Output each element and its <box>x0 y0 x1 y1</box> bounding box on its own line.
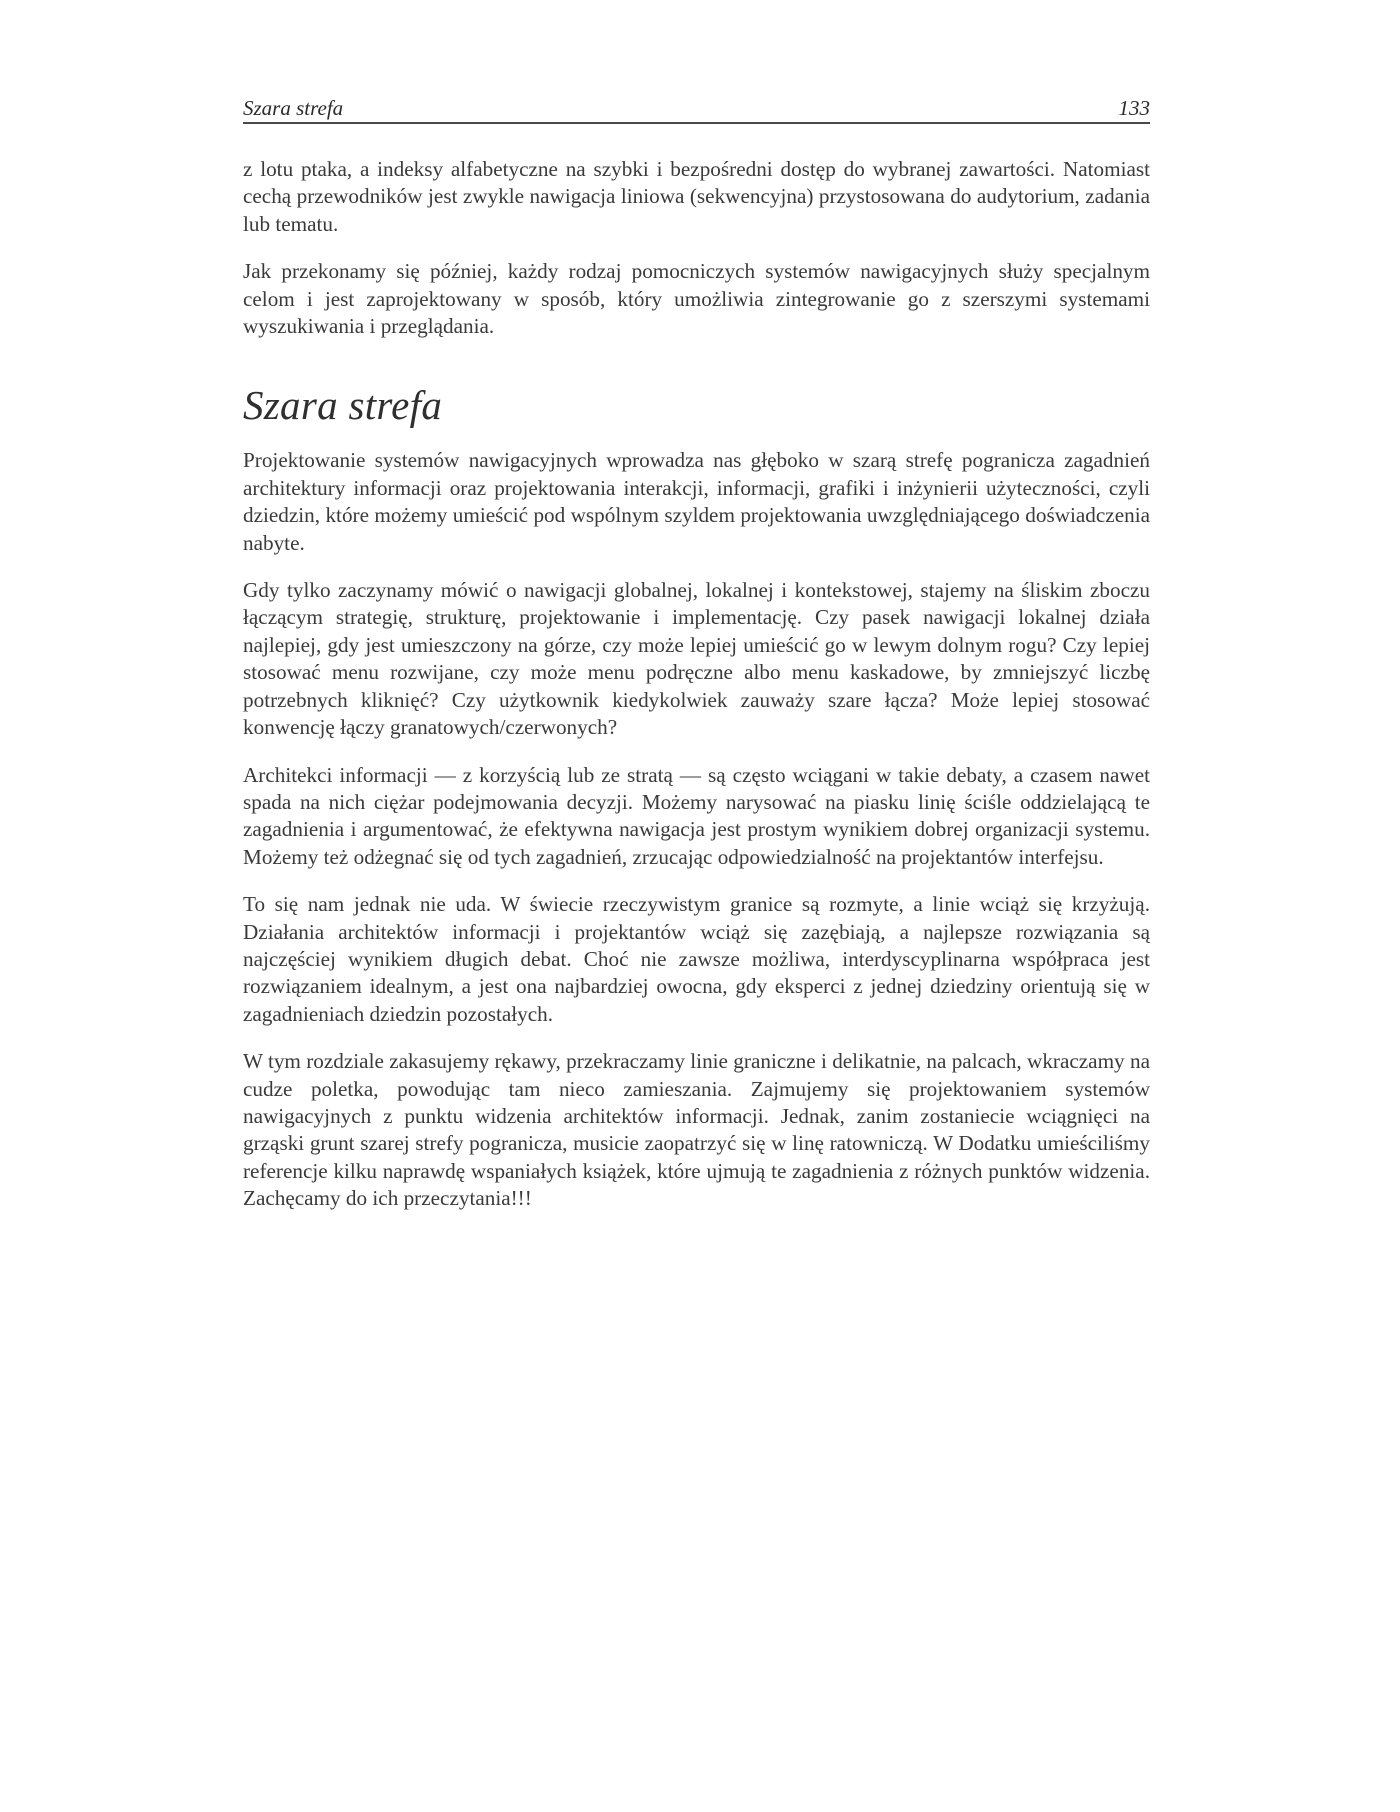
running-header <box>243 94 1150 124</box>
paragraph: Gdy tylko zaczynamy mówić o nawigacji globalnej, lokalnej i kontekstowej, stajemy na śliskim zboczu łączącym strategię, strukturę, projektowanie i implementację. Czy pasek nawigacji lokalnej działa najlepiej, gdy jest umieszczony na górze, czy może lepiej umieścić go w lewym dolnym rogu? Czy lepiej stosować menu rozwijane, czy może menu podręczne albo menu kaskadowe, by zmniejszyć liczbę potrzebnych kliknięć? Czy użytkownik kiedykolwiek zauważy szare łącza? Może lepiej stosować konwencję łączy granatowych/czerwonych? <box>243 578 1150 740</box>
page-number: 133 <box>1118 96 1150 120</box>
paragraph: z lotu ptaka, a indeksy alfabetyczne na szybki i bezpośredni dostęp do wybranej zawartości. Natomiast cechą przewodników jest zwykle nawigacja liniowa (sekwencyjna) przystosowana do audytorium, zadania lub tematu. <box>243 157 1150 236</box>
paragraph: Jak przekonamy się później, każdy rodzaj pomocniczych systemów nawigacyjnych służy specjalnym celom i jest zaprojektowany w sposób, który umożliwia zintegrowanie go z szerszymi systemami wyszukiwania i przeglądania. <box>243 259 1150 339</box>
paragraph: W tym rozdziale zakasujemy rękawy, przekraczamy linie graniczne i delikatnie, na palcach, wkraczamy na cudze poletka, powodując tam nieco zamieszania. Zajmujemy się projektowaniem systemów nawigacyjnych z punktu widzenia architektów informacji. Jednak, zanim zostaniecie wciągnięci na grząski grunt szarej strefy pogranicza, musicie zaopatrzyć się w linę ratowniczą. W Dodatku umieściliśmy referencje kilku naprawdę wspaniałych książek, które ujmują te zagadnienia z różnych punktów widzenia. Zachęcamy do ich przeczytania!!! <box>243 1049 1150 1211</box>
running-title: Szara strefa <box>243 96 344 120</box>
paragraph: Projektowanie systemów nawigacyjnych wprowadza nas głęboko w szarą strefę pogranicza zagadnień architektury informacji oraz projektowania interakcji, informacji, grafiki i inżynierii użyteczności, czyli dziedzin, które możemy umieścić pod wspólnym szyldem projektowania uwzględniającego doświadczenia nabyte. <box>243 448 1150 555</box>
section-heading: Szara strefa <box>243 382 443 429</box>
paragraph: To się nam jednak nie uda. W świecie rzeczywistym granice są rozmyte, a linie wciąż się krzyżują. Działania architektów informacji i projektantów wciąż się zazębiają, a najlepsze rozwiązania są najczęściej wynikiem długich debat. Choć nie zawsze możliwa, interdyscyplinarna współpraca jest rozwiązaniem idealnym, a jest ona najbardziej owocna, gdy eksperci z jednej dziedziny orientują się w zagadnieniach dziedzin pozostałych. <box>243 892 1150 1026</box>
book-page <box>243 94 1150 1213</box>
paragraph: Architekci informacji — z korzyścią lub ze stratą — są często wciągani w takie debaty, a czasem nawet spada na nich ciężar podejmowania decyzji. Możemy narysować na piasku linię ściśle oddzielającą te zagadnienia i argumentować, że efektywna nawigacja jest prostym wynikiem dobrej organizacji systemu. Możemy też odżegnać się od tych zagadnień, zrzucając odpowiedzialność na projektantów interfejsu. <box>243 762 1150 869</box>
